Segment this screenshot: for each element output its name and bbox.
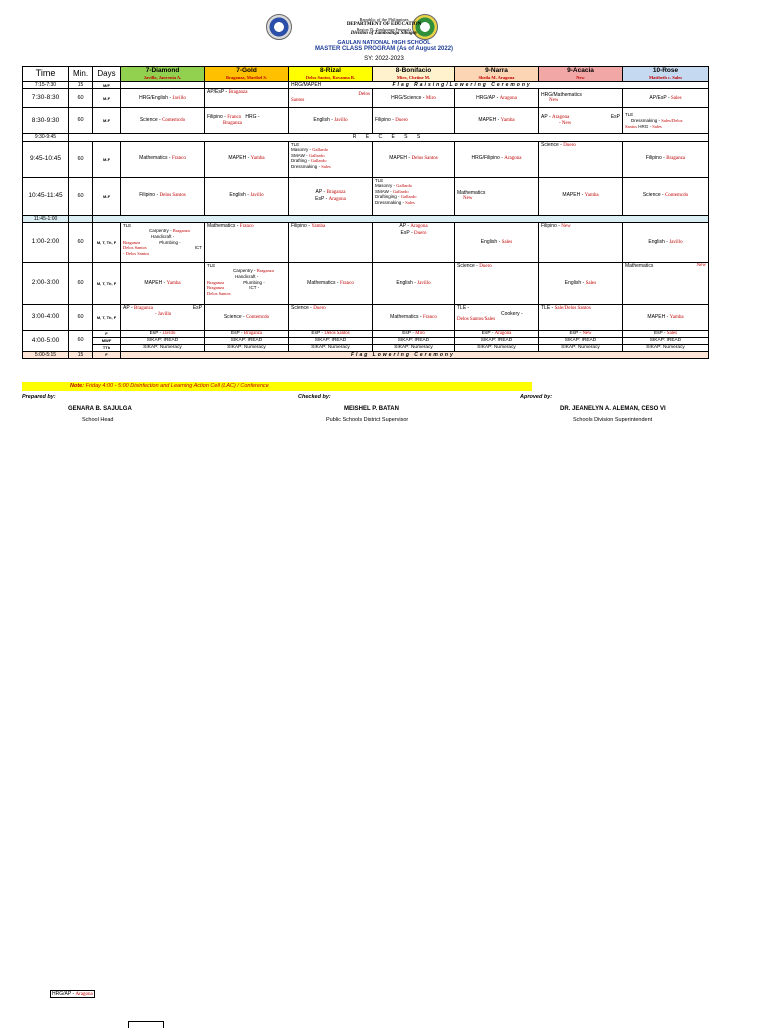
section-8-bonifacio: 8-Bonifacio Miro, Chriine M. — [373, 67, 455, 82]
checked-by-label: Checked by: — [298, 394, 331, 400]
prepared-by-title: School Head — [82, 417, 114, 423]
department-line: DEPARTMENT OF EDUCATION — [346, 22, 422, 27]
table-row: 7:15-7:30 15 M/F HRG/MAPEH Flag Raising/Lowering Ceremony — [23, 82, 709, 89]
table-row: 9:45-10:45 60 M-F Mathematics - Franco MAPEH - Yamba TLE Masonry - Gallardo SMAW - Gallardo Drafting - Gallardo Dressmaking - Sales MAPEH - Delos Santos HRG/Filipino - Aragona Science - Duero Filipino - Braganza — [23, 141, 709, 177]
table-row: 3:00-4:00 60 M, T, Th, F AP - Braganza EsP - Javillo Science - Contemcdo Science - Duero Mathematics - Franco TLE - Cookery - Delos Santos/Sales TLE - Sale/Delos Santos MAPEH - Yamba — [23, 304, 709, 330]
lunch-break-row — [93, 215, 709, 222]
col-min: Min. — [69, 67, 93, 82]
col-days: Days — [93, 67, 121, 82]
school-name: GAULAN NATIONAL HIGH SCHOOL — [337, 40, 431, 46]
division-line: Division of Zamboanga Sibugay — [350, 31, 418, 36]
table-row: 1:00-2:00 60 M, T, Th, F TLE Carpentry - Braganza Handicraft - Braganza Plumbing - Delos Santos ICT - Delos Santos Mathematics - Franco Filipino - Yamba AP - Aragona EsP - Duero English - Sales Filipino - New English - Javillo — [23, 222, 709, 262]
table-row: 7:30-8:30 60 M-F HRG/English - Javillo AP/EsP - Braganza Delos Santos HRG/Science - Miro HRG/AP - Aragona HRG/Mathematics New AP/EsP - Sales — [23, 89, 709, 108]
note-banner: Note: Friday 4:00 - 5:00 Disinfection and Learning Action Cell (LAC) / Conference — [22, 382, 532, 391]
table-row: 9:30-9:45 R E C E S S — [23, 134, 709, 141]
table-row: 11:45-1:00 — [23, 215, 709, 222]
footer-stray-cell: HRG/AP - Aragona — [52, 991, 93, 997]
table-row: MWF SIKAP: IREAD SIKAP: IREAD SIKAP: IREAD SIKAP: IREAD SIKAP: IREAD SIKAP: IREAD SIKAP: IREAD — [23, 337, 709, 344]
prepared-by-label: Prepared by: — [22, 394, 56, 400]
region-line: Region IX, Zamboanga Peninsula — [356, 27, 412, 32]
table-row: 4:00-5:00 60 F EsP - Javillo EsP - Braganza EsP - Delos Santos EsP - Miro EsP - Aragona EsP - New EsP - Sales — [23, 330, 709, 337]
table-row: 10:45-11:45 60 M-F Filipino - Delos Santos English - Javillo AP - Braganza EsP - Aragona TLE Masonry - Gallardo SMAW - Gallardo Draftinging - Gallardo Dressmaking - Sales Mathematics New MAPEH - Yamba Science - Contemcdo — [23, 177, 709, 215]
approved-by-name: DR. JEANELYN A. ALEMAN, CESO VI — [560, 406, 666, 412]
section-7-gold: 7-Gold Braganza, Maribel S. — [205, 67, 289, 82]
section-9-narra: 9-Narra Sheila M. Aragona — [455, 67, 539, 82]
section-9-acacia: 9-Acacia New — [539, 67, 623, 82]
table-row: 8:30-9:30 60 M-F Science - Contemcdo Filipino - Franco HRG - Braganza English - Javillo Filipino - Duero MAPEH - Yamba AP - Aragona EsP - New TLE Dressmaking - Sales/Delos Santos HRG - Sales — [23, 108, 709, 134]
checked-by-title: Public Schools District Supervisor — [326, 417, 409, 423]
republic-line: Republic of the Philippines — [359, 17, 409, 22]
table-row: TTh SIKAP: Numeracy SIKAP: Numeracy SIKAP: Numeracy SIKAP: Numeracy SIKAP: Numeracy SIKAP: Numeracy SIKAP: Numeracy — [23, 344, 709, 351]
section-7-diamond: 7-Diamond Javillo, Janvenia A. — [121, 67, 205, 82]
section-8-rizal: 8-Rizal Delos Santos, Rovanna B. — [289, 67, 373, 82]
program-title: MASTER CLASS PROGRAM (As of August 2022) — [314, 46, 454, 52]
recess-banner: R E C E S S — [69, 134, 709, 141]
flag-lowering-banner: Flag Lowering Ceremony — [121, 351, 709, 358]
prepared-by-name: GENARA B. SAJULGA — [68, 406, 132, 412]
table-row: 2:00-3:00 60 M, T, Th, F MAPEH - Yamba TLE Carpentry - Braganza Handicraft - Braganza Plumbing - Braganza ICT - Delos Santos Mathematics - Franco English - Javillo Science - Duero English - Sales Mathematics New — [23, 262, 709, 304]
section-10-rose: 10-Rose Mattheth c. Sales — [623, 67, 709, 82]
table-row: 5:00-5:15 15 F Flag Lowering Ceremony — [23, 351, 709, 358]
table-header-row — [23, 67, 709, 82]
footer-empty-cell — [128, 1021, 164, 1028]
school-year: SY: 2022-2023 — [364, 56, 404, 62]
class-program-table — [22, 66, 709, 359]
approved-by-label: Aproved by: — [520, 394, 553, 400]
col-time: Time — [23, 67, 69, 82]
approved-by-title: Schools Division Superintendent — [573, 417, 653, 423]
flag-raising-banner: Flag Raising/Lowering Ceremony — [373, 82, 709, 89]
checked-by-name: MEISHEL P. BATAN — [344, 406, 399, 412]
